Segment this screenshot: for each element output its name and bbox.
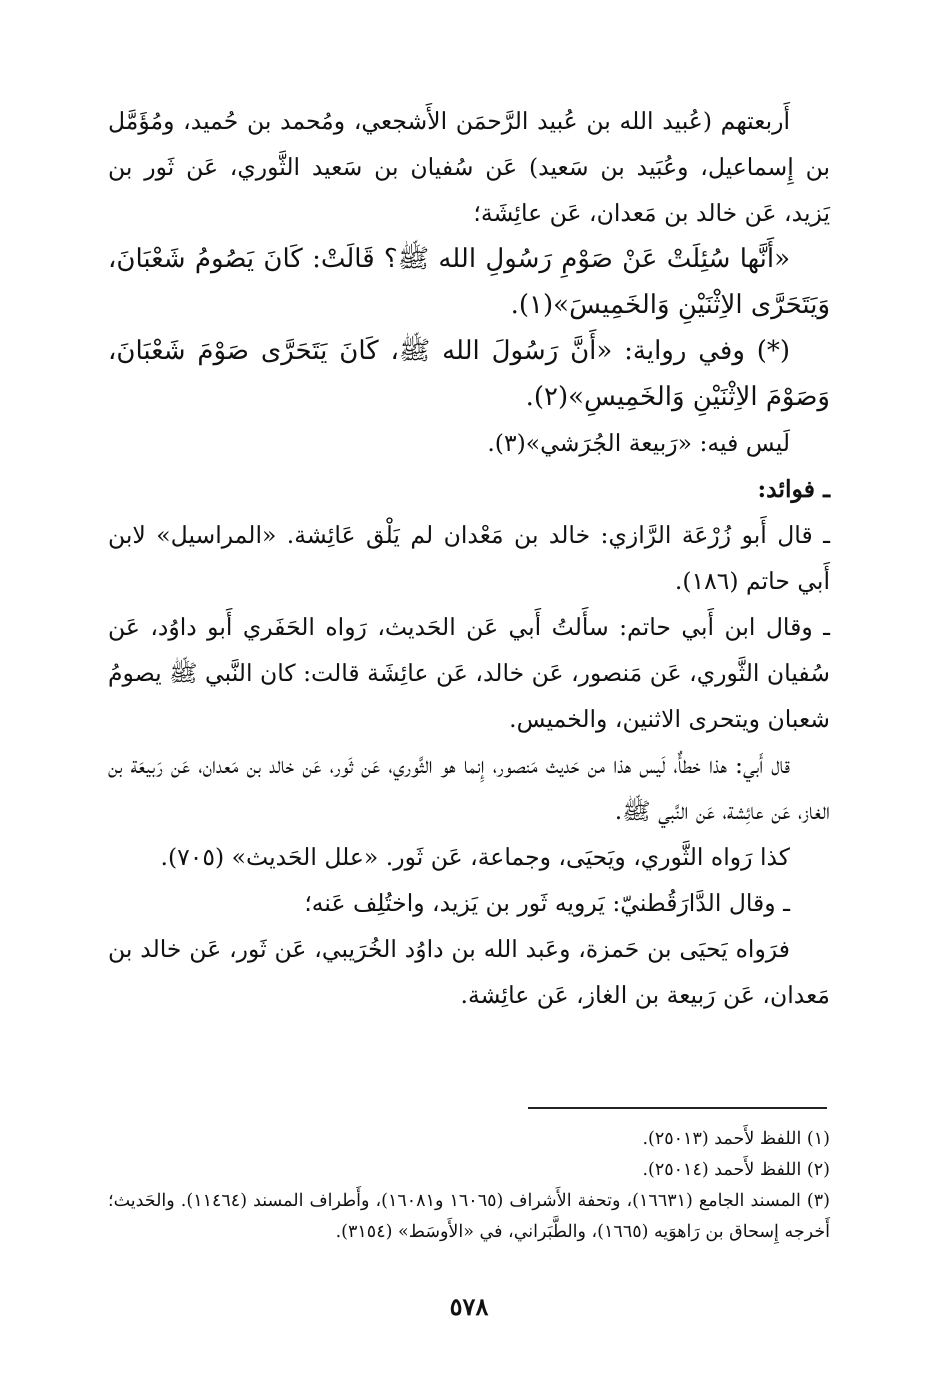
benefit-paragraph: ـ قال أَبو زُرْعَة الرَّازي: خالد بن مَعْدان لم يَلْق عَائِشة. «المراسيل» لابن أَبي حاتم (١٨٦).: [108, 521, 830, 595]
note-paragraph: لَيس فيه: «رَبيعة الجُرَشي»(٣).: [487, 429, 790, 457]
benefit-paragraph: ـ وقال الدَّارَقُطنيّ: يَرويه ثَور بن يَزيد، واختُلِف عَنه؛: [304, 889, 790, 917]
section-heading: ـ فوائد:: [757, 475, 830, 503]
benefit-paragraph: قال أَبي: هذا خطأٌ، لَيس هذا من حَديث مَنصور، إِنما هو الثَّوري، عَن ثَور، عَن خالد بن مَعدان، عَن رَبيعَة بن الغاز، عَن عائِشة، عَن النَّبي ﷺ.: [108, 751, 830, 825]
footnote: (٣) المسند الجامع (١٦٦٣١)، وتحفة الأَشراف (١٦٠٦٥ و١٦٠٨١)، وأَطراف المسند (١١٤٦٤). والحَديث؛ أَخرجه إِسحاق بن رَاهوَيه (١٦٦٥)، والطَّبَراني، في «الأَوسَط» (٣١٥٤).: [108, 1191, 830, 1242]
hadith-text: «أَنَّها سُئِلَتْ عَنْ صَوْمِ رَسُولِ الله ﷺ؟ قَالَتْ: كَانَ يَصُومُ شَعْبَانَ، وَيَتَحَرَّى الاِثْنَيْنِ وَالخَمِيسَ»(١).: [108, 244, 830, 320]
footnote: (٢) اللفظ لأَحمد (٢٥٠١٤).: [642, 1160, 830, 1180]
hadith-variant-text: (*) وفي رواية: «أَنَّ رَسُولَ الله ﷺ، كَانَ يَتَحَرَّى صَوْمَ شَعْبَانَ، وَصَوْمَ الاِثْنَيْنِ وَالخَمِيسِ»(٢).: [108, 336, 830, 412]
main-text: [108, 98, 830, 1018]
benefit-paragraph: كذا رَواه الثَّوري، ويَحيَى، وجماعة، عَن ثَور. «علل الحَديث» (٧٠٥).: [160, 843, 790, 871]
page-number: ٥٧٨: [449, 1292, 489, 1321]
isnad-paragraph: أَربعتهم (عُبيد الله بن عُبيد الرَّحمَن الأَشجعي، ومُحمد بن حُميد، ومُؤَمَّل بن إِسماعيل، وعُبَيد بن سَعيد) عَن سُفيان بن سَعيد الثَّوري، عَن ثَور بن يَزيد، عَن خالد بن مَعدان، عَن عائِشَة؛: [108, 107, 830, 227]
benefit-paragraph: ـ وقال ابن أَبي حاتم: سأَلتُ أَبي عَن الحَديث، رَواه الحَفَري أَبو داوُد، عَن سُفيان الثَّوري، عَن مَنصور، عَن خالد، عَن عائِشَة قالت: كان النَّبي ﷺ يصومُ شعبان ويتحرى الاثنين، والخميس.: [108, 613, 830, 733]
footnote-separator: [528, 1107, 827, 1109]
footnotes: [108, 1124, 830, 1248]
benefit-paragraph: فرَواه يَحيَى بن حَمزة، وعَبد الله بن داوُد الخُرَيبي، عَن ثَور، عَن خالد بن مَعدان، عَن رَبيعة بن الغاز، عَن عائِشة.: [108, 935, 830, 1009]
footnote: (١) اللفظ لأَحمد (٢٥٠١٣).: [642, 1129, 830, 1149]
